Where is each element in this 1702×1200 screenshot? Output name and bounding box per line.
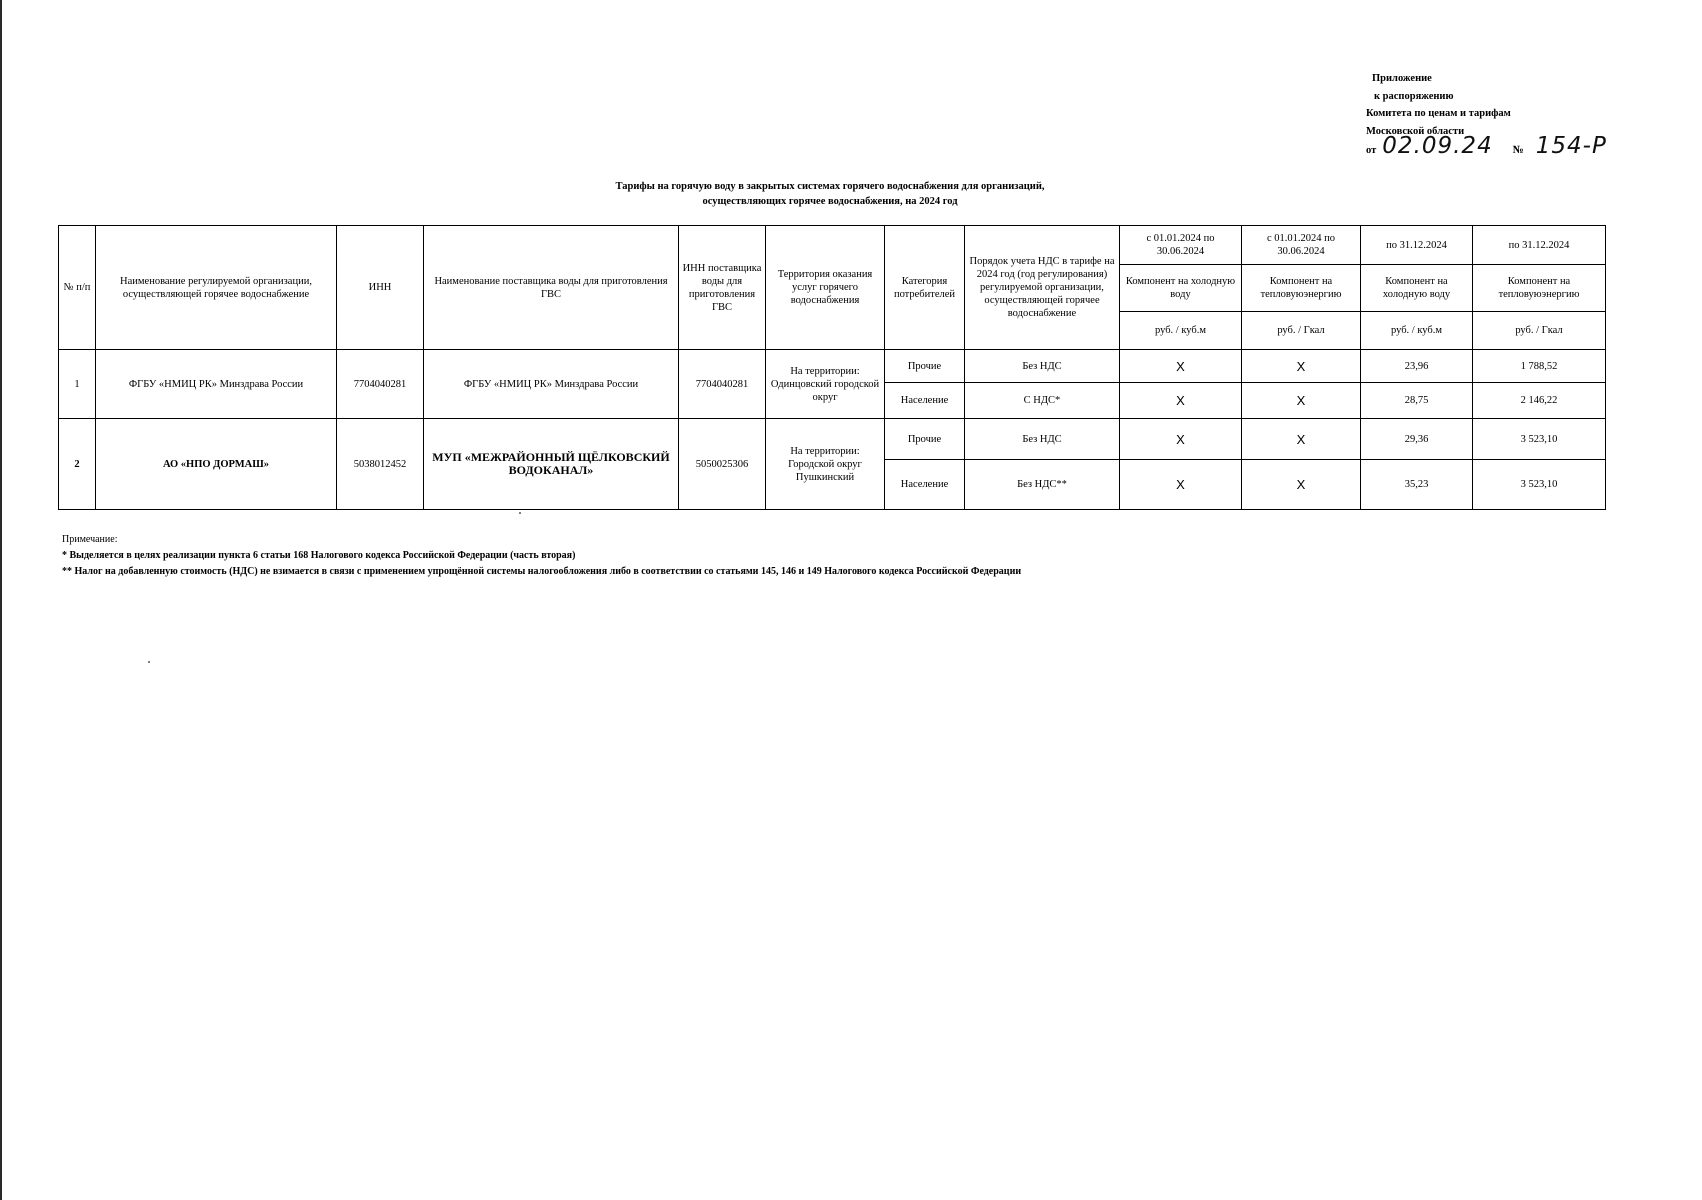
cell-component-heat-1: X xyxy=(1242,419,1361,460)
header-supplier-name: Наименование поставщика воды для приготовления ГВС xyxy=(424,226,679,350)
cell-category: Прочие xyxy=(885,350,965,383)
header-unit-cold-2: руб. / куб.м xyxy=(1361,312,1473,350)
header-inn: ИНН xyxy=(337,226,424,350)
cell-org-name: ФГБУ «НМИЦ РК» Минздрава России xyxy=(96,350,337,419)
header-territory: Территория оказания услуг горячего водоснабжения xyxy=(766,226,885,350)
cell-num: 2 xyxy=(59,419,96,510)
header-unit-heat-1: руб. / Гкал xyxy=(1242,312,1361,350)
header-vat-order: Порядок учета НДС в тарифе на 2024 год (год регулирования) регулируемой организации, осуществляющей горячее водоснабжение xyxy=(965,226,1120,350)
appendix-line-3: Комитета по ценам и тарифам xyxy=(1366,108,1511,119)
appendix-header xyxy=(1366,70,1607,160)
cell-territory: На территории: Городской округ Пушкинский xyxy=(766,419,885,510)
title-line-2: осуществляющих горячее водоснабжения, на 2024 год xyxy=(702,196,958,207)
scan-speck xyxy=(148,661,150,663)
cell-supplier-inn: 7704040281 xyxy=(679,350,766,419)
appendix-line-1: Приложение xyxy=(1372,73,1432,84)
cell-component-heat-2: 1 788,52 xyxy=(1473,350,1606,383)
title-line-1: Тарифы на горячую воду в закрытых системах горячего водоснабжения для организаций, xyxy=(615,181,1045,192)
header-component-heat-2: Компонент на тепловуюэнергию xyxy=(1473,265,1606,312)
tariffs-table xyxy=(58,225,1606,510)
cell-component-heat-2: 3 523,10 xyxy=(1473,460,1606,510)
cell-component-cold-1: X xyxy=(1120,419,1242,460)
cell-component-heat-1: X xyxy=(1242,383,1361,419)
cell-component-cold-2: 29,36 xyxy=(1361,419,1473,460)
cell-component-cold-1: X xyxy=(1120,350,1242,383)
cell-vat: Без НДС** xyxy=(965,460,1120,510)
header-unit-heat-2: руб. / Гкал xyxy=(1473,312,1606,350)
cell-component-heat-1: X xyxy=(1242,350,1361,383)
notes-heading: Примечание: xyxy=(62,534,118,545)
header-num: № п/п xyxy=(59,226,96,350)
cell-num: 1 xyxy=(59,350,96,419)
cell-supplier-inn: 5050025306 xyxy=(679,419,766,510)
header-period-1: с 01.01.2024 по 30.06.2024 xyxy=(1120,226,1242,265)
header-supplier-inn: ИНН поставщика воды для приготовления ГВС xyxy=(679,226,766,350)
cell-component-cold-2: 23,96 xyxy=(1361,350,1473,383)
cell-category: Население xyxy=(885,460,965,510)
cell-territory: На территории: Одинцовский городской округ xyxy=(766,350,885,419)
cell-category: Население xyxy=(885,383,965,419)
cell-inn: 7704040281 xyxy=(337,350,424,419)
cell-vat: С НДС* xyxy=(965,383,1120,419)
note-2: ** Налог на добавленную стоимость (НДС) не взимается в связи с применением упрощённой системы налогообложения либо в соответствии со статьями 145, 146 и 149 Налогового кодекса Российской Федерации xyxy=(62,566,1022,577)
cell-org-name: АО «НПО ДОРМАШ» xyxy=(96,419,337,510)
note-1: * Выделяется в целях реализации пункта 6 статьи 168 Налогового кодекса Российской Федерации (часть вторая) xyxy=(62,550,576,561)
appendix-line-4: Московской области xyxy=(1366,125,1465,137)
cell-component-cold-2: 28,75 xyxy=(1361,383,1473,419)
header-component-cold-1: Компонент на холодную воду xyxy=(1120,265,1242,312)
header-org-name: Наименование регулируемой организации, осуществляющей горячее водоснабжение xyxy=(96,226,337,350)
scan-border xyxy=(0,0,2,1200)
scan-speck xyxy=(519,512,521,514)
number-label: № xyxy=(1512,144,1524,156)
header-unit-cold-1: руб. / куб.м xyxy=(1120,312,1242,350)
header-component-heat-1: Компонент на тепловуюэнергию xyxy=(1242,265,1361,312)
header-period-3: по 31.12.2024 xyxy=(1361,226,1473,265)
cell-supplier-name: ФГБУ «НМИЦ РК» Минздрава России xyxy=(424,350,679,419)
header-period-4: по 31.12.2024 xyxy=(1473,226,1606,265)
handwritten-date: 02.09.24 xyxy=(1382,133,1493,159)
header-period-2: с 01.01.2024 по 30.06.2024 xyxy=(1242,226,1361,265)
header-row-1 xyxy=(59,226,1606,265)
document-title xyxy=(540,179,1120,209)
table-row xyxy=(59,350,1606,383)
notes-section xyxy=(62,532,1021,580)
cell-component-heat-2: 3 523,10 xyxy=(1473,419,1606,460)
cell-vat: Без НДС xyxy=(965,419,1120,460)
cell-category: Прочие xyxy=(885,419,965,460)
cell-component-cold-1: X xyxy=(1120,460,1242,510)
cell-component-heat-2: 2 146,22 xyxy=(1473,383,1606,419)
from-label: от xyxy=(1366,145,1377,156)
cell-supplier-name: МУП «МЕЖРАЙОННЫЙ ЩЁЛКОВСКИЙ ВОДОКАНАЛ» xyxy=(424,419,679,510)
handwritten-number: 154-Р xyxy=(1535,133,1607,159)
table-row xyxy=(59,419,1606,460)
cell-component-heat-1: X xyxy=(1242,460,1361,510)
cell-component-cold-2: 35,23 xyxy=(1361,460,1473,510)
header-category: Категория потребителей xyxy=(885,226,965,350)
cell-component-cold-1: X xyxy=(1120,383,1242,419)
cell-vat: Без НДС xyxy=(965,350,1120,383)
header-component-cold-2: Компонент на холодную воду xyxy=(1361,265,1473,312)
appendix-date-number xyxy=(1366,133,1607,160)
appendix-line-2: к распоряжению xyxy=(1374,90,1454,102)
cell-inn: 5038012452 xyxy=(337,419,424,510)
